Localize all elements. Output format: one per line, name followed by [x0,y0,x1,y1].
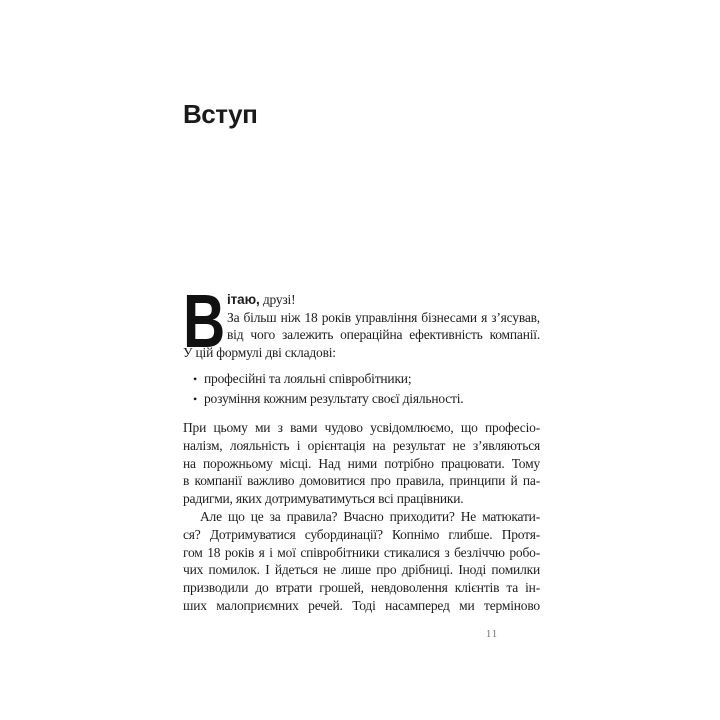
text-line: радигми, яких дотримуватимуться всі працівники. [183,491,464,507]
text-line: Але що це за правила? Вчасно приходити? Не матюкати- [200,508,540,524]
text-line: від чого залежить операційна ефективність компанії. [227,327,540,342]
body-paragraphs [183,419,540,615]
text-line: За більш ніж 18 років управління бізнесами я з’ясував, [227,309,540,325]
text-line: гом 18 років я і мої співробітники стикалися з безліччю робо- [183,544,540,560]
list-item [183,389,540,409]
lead-bold-text: ітаю, [227,292,260,307]
bullet-icon: • [193,372,198,386]
text-line: При цьому ми з вами чудово усвідомлюємо, що професіо- [183,420,540,435]
text-line: на порожньому місці. Над ними потрібно працювати. Тому [183,455,540,471]
page-number: 11 [486,629,499,640]
bullet-list [183,369,540,409]
text-line: ся? Дотримуватися субординації? Копнімо глибше. Протя- [183,526,540,542]
lead-rest-text: друзі! [259,292,296,307]
list-item-text: професійні та лояльні співробітники; [204,371,412,386]
text-line: чих помилок. І йдеться не лише про дрібниці. Іноді помилки [183,562,540,578]
chapter-title: Вступ [183,99,258,129]
text-line: в компанії важливо домовитися про правила, принципи й па- [183,473,540,489]
list-item [183,369,540,389]
dropcap-letter: В [183,279,226,363]
text-line: налізм, лояльність і орієнтація на результат не з’являються [183,437,540,453]
text-line [183,291,540,309]
opening-paragraph [183,279,540,363]
text-line: ших малоприємних речей. Тоді насамперед ми терміново [183,597,540,613]
text-line: У цій формулі дві складові: [183,344,336,360]
text-line: призводили до втрати грошей, невдоволення клієнтів та ін- [183,580,540,596]
bullet-icon: • [193,392,198,406]
list-item-text: розуміння кожним результату своєї діяльності. [204,391,464,406]
